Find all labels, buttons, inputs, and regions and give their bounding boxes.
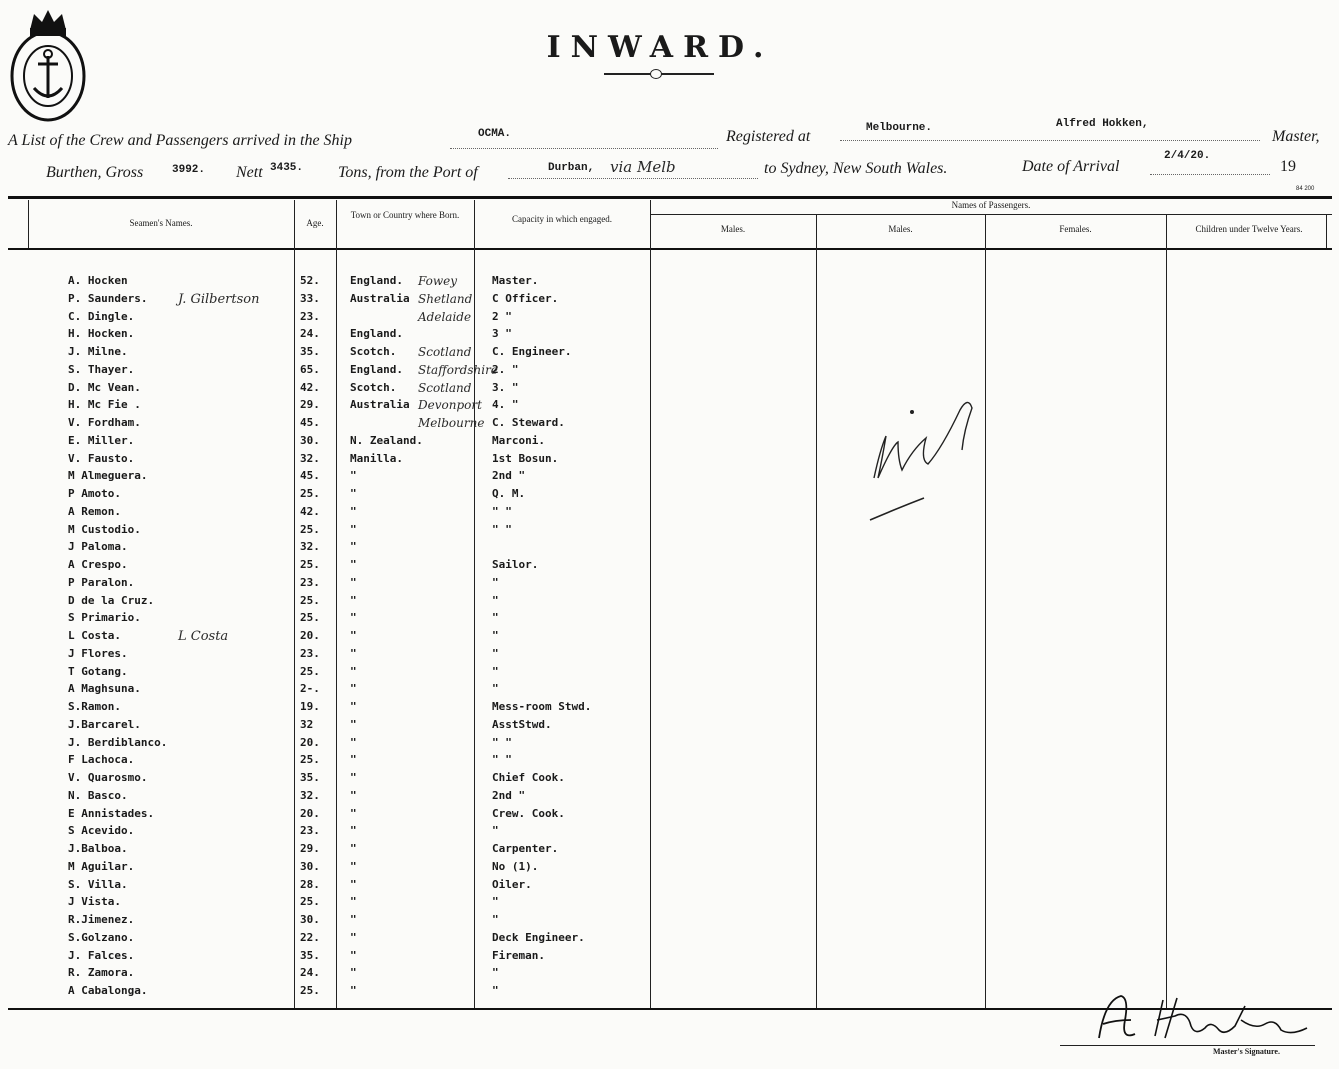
crew-age: 65. (300, 363, 320, 376)
from-port: Durban, (548, 162, 595, 174)
birthplace-correction: Fowey (418, 274, 458, 288)
crew-age: 20. (300, 807, 320, 820)
col-capacity: Capacity in which engaged. (512, 214, 612, 224)
crew-name: J. Milne. (68, 345, 128, 358)
crew-age: 32 (300, 718, 314, 731)
col-males-2: Males. (888, 224, 913, 234)
crew-capacity: " (492, 629, 499, 642)
crew-age: 35. (300, 949, 320, 962)
crew-birthplace: " (350, 629, 357, 642)
crew-name: S Acevido. (68, 824, 135, 837)
crew-birthplace: " (350, 789, 357, 802)
header-line-1 (8, 132, 352, 150)
crew-birthplace: " (350, 824, 357, 837)
crew-birthplace: England. (350, 363, 403, 376)
birthplace-correction: Scotland (418, 345, 472, 359)
crew-row (8, 842, 1332, 858)
crew-row (8, 860, 1332, 876)
crew-name: F Lachoca. (68, 753, 135, 766)
crew-age: 35. (300, 771, 320, 784)
crew-birthplace: Australia (350, 292, 410, 305)
master-name: Alfred Hokken, (1056, 118, 1149, 130)
crew-birthplace: Australia (350, 398, 410, 411)
signature-label: Master's Signature. (1213, 1047, 1280, 1056)
crew-age: 25. (300, 895, 320, 908)
crew-age: 23. (300, 824, 320, 837)
crew-name: J Flores. (68, 647, 128, 660)
birthplace-correction: Staffordshire (418, 363, 498, 377)
crew-birthplace: " (350, 807, 357, 820)
crew-row (8, 505, 1332, 521)
crew-birthplace: " (350, 842, 357, 855)
crew-age: 29. (300, 842, 320, 855)
crew-row (8, 824, 1332, 840)
crew-row (8, 274, 1332, 290)
crew-capacity: Master. (492, 274, 539, 287)
crew-birthplace: " (350, 487, 357, 500)
to-label: to Sydney, New South Wales. (764, 160, 948, 177)
crew-name: V. Fausto. (68, 452, 135, 465)
crew-age: 35. (300, 345, 320, 358)
crew-capacity: Deck Engineer. (492, 931, 585, 944)
birthplace-correction: Shetland (418, 292, 473, 306)
crew-row (8, 949, 1332, 965)
crew-age: 20. (300, 629, 320, 642)
crew-row (8, 700, 1332, 716)
crew-name: M Aguilar. (68, 860, 135, 873)
crew-row (8, 292, 1332, 308)
crew-age: 24. (300, 327, 320, 340)
crew-row (8, 540, 1332, 556)
birthplace-correction: Adelaide (418, 310, 472, 324)
crew-age: 29. (300, 398, 320, 411)
crew-birthplace: Scotch. (350, 381, 397, 394)
crew-row (8, 807, 1332, 823)
crew-name: P Amoto. (68, 487, 121, 500)
crew-birthplace: England. (350, 327, 403, 340)
crew-birthplace: " (350, 469, 357, 482)
birthplace-correction: Melbourne (418, 416, 485, 430)
crew-age: 25. (300, 665, 320, 678)
crew-name: N. Basco. (68, 789, 128, 802)
crew-row (8, 665, 1332, 681)
title-ornament (650, 69, 662, 79)
crew-row (8, 363, 1332, 379)
crew-row (8, 434, 1332, 450)
crew-row (8, 594, 1332, 610)
crew-age: 45. (300, 469, 320, 482)
crew-birthplace: " (350, 611, 357, 624)
crew-capacity: " " (492, 505, 512, 518)
col-place: Town or Country where Born. (350, 210, 460, 220)
arrival-label: Date of Arrival (1022, 158, 1120, 175)
table-top-rule (8, 196, 1332, 199)
crew-birthplace: " (350, 895, 357, 908)
crew-capacity: " (492, 611, 499, 624)
crew-age: 42. (300, 381, 320, 394)
crew-name: V. Fordham. (68, 416, 141, 429)
crew-birthplace: " (350, 878, 357, 891)
crew-birthplace: " (350, 736, 357, 749)
crew-age: 25. (300, 594, 320, 607)
col-passengers: Names of Passengers. (951, 200, 1031, 210)
nil-passengers-note (868, 390, 988, 530)
crew-name: H. Mc Fie . (68, 398, 141, 411)
crew-capacity: " (492, 576, 499, 589)
crew-capacity: C Officer. (492, 292, 559, 305)
crew-row (8, 523, 1332, 539)
header-prefix: A List of the Crew and Passengers arrived in the Ship (8, 132, 352, 149)
master-signature (1095, 990, 1315, 1045)
crew-age: 22. (300, 931, 320, 944)
crew-age: 30. (300, 434, 320, 447)
crew-age: 25. (300, 523, 320, 536)
birthplace-correction: Devonport (418, 398, 482, 412)
crew-age: 52. (300, 274, 320, 287)
crew-name: V. Quarosmo. (68, 771, 148, 784)
crew-row (8, 682, 1332, 698)
crew-age: 23. (300, 576, 320, 589)
form-number: 84 200 (1296, 186, 1315, 192)
crew-birthplace: " (350, 753, 357, 766)
crew-name: J. Falces. (68, 949, 135, 962)
crew-birthplace: " (350, 558, 357, 571)
crew-capacity: C. Steward. (492, 416, 565, 429)
gross-tons: 3992. (172, 164, 206, 176)
crew-capacity: 2. " (492, 363, 519, 376)
nett-tons: 3435. (270, 162, 304, 174)
passengers-subrule (650, 214, 1332, 215)
crew-row (8, 895, 1332, 911)
crew-name: J Paloma. (68, 540, 128, 553)
crew-name: J Vista. (68, 895, 121, 908)
year-suffix: 19 (1280, 158, 1296, 175)
crew-birthplace: " (350, 523, 357, 536)
crew-birthplace: " (350, 771, 357, 784)
crew-capacity: Q. M. (492, 487, 526, 500)
crew-birthplace: " (350, 931, 357, 944)
burthen-label: Burthen, Gross (46, 164, 144, 181)
page-title: INWARD. (546, 30, 774, 65)
crew-capacity: C. Engineer. (492, 345, 572, 358)
crew-age: 28. (300, 878, 320, 891)
crew-name: D. Mc Vean. (68, 381, 141, 394)
registered-port: Melbourne. (866, 122, 933, 134)
crew-birthplace: " (350, 594, 357, 607)
name-correction: L Costa (178, 629, 229, 644)
crew-name: A Maghsuna. (68, 682, 141, 695)
col-females: Females. (1059, 224, 1092, 234)
crew-age: 32. (300, 540, 320, 553)
crew-capacity: 4. " (492, 398, 519, 411)
crew-row (8, 558, 1332, 574)
crew-birthplace: Scotch. (350, 345, 397, 358)
crew-capacity: Carpenter. (492, 842, 559, 855)
crew-capacity: " (492, 895, 499, 908)
crew-capacity: " " (492, 523, 512, 536)
crew-name: M Almeguera. (68, 469, 148, 482)
crew-birthplace: " (350, 984, 357, 997)
crew-row (8, 966, 1332, 982)
crew-capacity: Marconi. (492, 434, 545, 447)
crew-capacity: 3. " (492, 381, 519, 394)
crew-name: J.Barcarel. (68, 718, 141, 731)
registered-label: Registered at (726, 128, 811, 145)
crew-age: 23. (300, 310, 320, 323)
crew-name: A Crespo. (68, 558, 128, 571)
crew-capacity: " (492, 647, 499, 660)
crew-capacity: 2nd " (492, 469, 526, 482)
crew-capacity: Oiler. (492, 878, 532, 891)
crew-capacity: No (1). (492, 860, 539, 873)
crew-name: L Costa. (68, 629, 121, 642)
crew-birthplace: " (350, 966, 357, 979)
tons-label: Tons, from the Port of (338, 164, 478, 181)
crew-capacity: " (492, 966, 499, 979)
crew-name: P. Saunders. (68, 292, 148, 305)
master-label: Master, (1272, 128, 1320, 145)
crew-row (8, 398, 1332, 414)
crew-capacity: " (492, 682, 499, 695)
crew-name: S. Villa. (68, 878, 128, 891)
crew-capacity: 3 " (492, 327, 512, 340)
crew-row (8, 452, 1332, 468)
crew-row (8, 310, 1332, 326)
crew-capacity: " " (492, 753, 512, 766)
col-children: Children under Twelve Years. (1195, 224, 1303, 234)
date-underline (1150, 174, 1270, 175)
signature-line (1060, 1045, 1315, 1046)
crew-capacity: Mess-room Stwd. (492, 700, 592, 713)
crew-name: S.Golzano. (68, 931, 135, 944)
ship-name: OCMA. (478, 128, 512, 140)
crew-age: 33. (300, 292, 320, 305)
crew-age: 2-. (300, 682, 320, 695)
crew-age: 25. (300, 984, 320, 997)
crew-row (8, 381, 1332, 397)
crew-name: R.Jimenez. (68, 913, 135, 926)
crew-row (8, 647, 1332, 663)
crew-age: 25. (300, 611, 320, 624)
crew-name: A. Hocken (68, 274, 128, 287)
crew-row (8, 576, 1332, 592)
col-age: Age. (306, 218, 324, 228)
crew-capacity: 2 " (492, 310, 512, 323)
crew-age: 25. (300, 487, 320, 500)
name-correction: J. Gilbertson (178, 292, 260, 307)
crew-capacity: Fireman. (492, 949, 545, 962)
crew-age: 23. (300, 647, 320, 660)
crew-capacity: AsstStwd. (492, 718, 552, 731)
crew-age: 45. (300, 416, 320, 429)
crew-age: 25. (300, 753, 320, 766)
crew-capacity: Crew. Cook. (492, 807, 565, 820)
crew-birthplace: " (350, 505, 357, 518)
crew-name: J. Berdiblanco. (68, 736, 168, 749)
crew-row (8, 629, 1332, 645)
crew-capacity: " (492, 824, 499, 837)
birthplace-correction: Scotland (418, 381, 472, 395)
crew-name: E. Miller. (68, 434, 135, 447)
crew-name: T Gotang. (68, 665, 128, 678)
crew-age: 30. (300, 860, 320, 873)
crew-name: C. Dingle. (68, 310, 135, 323)
crew-row (8, 913, 1332, 929)
crew-capacity: Chief Cook. (492, 771, 565, 784)
crew-row (8, 931, 1332, 947)
crew-name: A Cabalonga. (68, 984, 148, 997)
col-males-1: Males. (720, 224, 746, 234)
crew-capacity: " (492, 665, 499, 678)
crew-name: J.Balboa. (68, 842, 128, 855)
nett-label: Nett (236, 164, 263, 181)
crew-birthplace: " (350, 718, 357, 731)
crew-name: P Paralon. (68, 576, 135, 589)
crew-name: E Annistades. (68, 807, 155, 820)
crew-birthplace: " (350, 913, 357, 926)
crew-row (8, 327, 1332, 343)
crew-name: S. Thayer. (68, 363, 135, 376)
crew-row (8, 469, 1332, 485)
crew-name: D de la Cruz. (68, 594, 155, 607)
crew-name: R. Zamora. (68, 966, 135, 979)
crew-row (8, 878, 1332, 894)
port-underline (840, 140, 1260, 141)
crew-birthplace: Manilla. (350, 452, 403, 465)
crew-name: S.Ramon. (68, 700, 121, 713)
crew-capacity: " (492, 594, 499, 607)
crew-capacity: " (492, 913, 499, 926)
crew-birthplace: " (350, 647, 357, 660)
crew-age: 24. (300, 966, 320, 979)
crew-table (8, 196, 1332, 1012)
crew-capacity: 1st Bosun. (492, 452, 559, 465)
table-header-rule (8, 248, 1332, 250)
crew-age: 19. (300, 700, 320, 713)
arrival-date: 2/4/20. (1164, 150, 1211, 162)
crew-row (8, 753, 1332, 769)
crew-capacity: " (492, 984, 499, 997)
crew-birthplace: " (350, 665, 357, 678)
crew-capacity: 2nd " (492, 789, 526, 802)
crew-name: A Remon. (68, 505, 121, 518)
seal-icon (8, 6, 88, 124)
crew-age: 32. (300, 789, 320, 802)
crew-row (8, 789, 1332, 805)
crew-age: 32. (300, 452, 320, 465)
crew-name: H. Hocken. (68, 327, 135, 340)
crew-birthplace: N. Zealand. (350, 434, 423, 447)
crew-birthplace: " (350, 682, 357, 695)
crew-birthplace: England. (350, 274, 403, 287)
crew-birthplace: " (350, 540, 357, 553)
crew-name: M Custodio. (68, 523, 141, 536)
crew-age: 20. (300, 736, 320, 749)
crew-birthplace: " (350, 949, 357, 962)
via-note: via Melb (610, 158, 676, 176)
crew-birthplace: " (350, 576, 357, 589)
crew-birthplace: " (350, 860, 357, 873)
crew-name: S Primario. (68, 611, 141, 624)
crew-age: 42. (300, 505, 320, 518)
crew-capacity: " " (492, 736, 512, 749)
from-underline (508, 178, 758, 179)
crew-row (8, 611, 1332, 627)
crew-row (8, 736, 1332, 752)
crew-row (8, 416, 1332, 432)
ship-underline (450, 148, 718, 149)
crew-row (8, 345, 1332, 361)
crew-capacity: Sailor. (492, 558, 539, 571)
crew-age: 25. (300, 558, 320, 571)
col-seamen-names: Seamen's Names. (129, 218, 193, 228)
crew-age: 30. (300, 913, 320, 926)
crew-birthplace: " (350, 700, 357, 713)
crew-row (8, 771, 1332, 787)
crew-row (8, 718, 1332, 734)
crew-row (8, 487, 1332, 503)
